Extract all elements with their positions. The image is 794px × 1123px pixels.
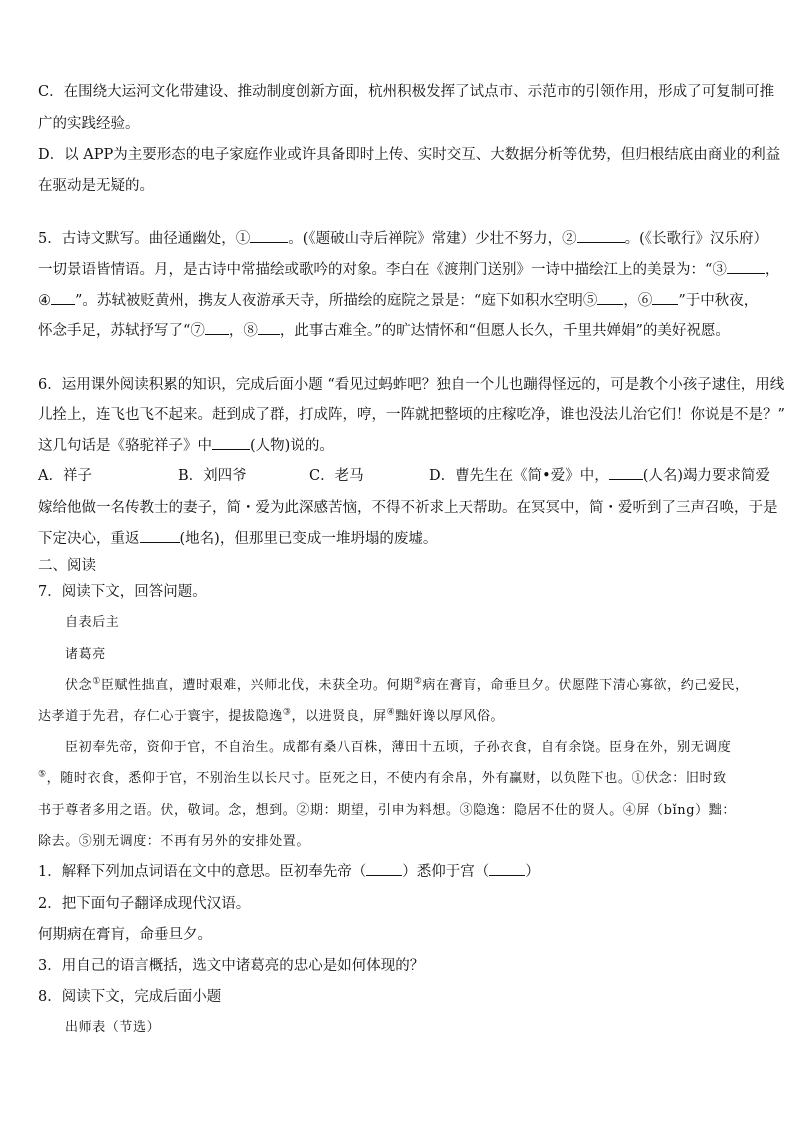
q6-line3 (38, 436, 334, 456)
q8-intro: 8．阅读下文，完成后面小题 (38, 989, 222, 1005)
q6-line1: 6．运用课外阅读积累的知识，完成后面小题 “看见过蚂蚱吧？独自一个儿也蹦得怪远的，可是教个小孩子逮住，用线 (38, 377, 785, 393)
q8-passage-title: 出师表（节选） (65, 1020, 161, 1035)
subquestion-3: 3．用自己的语言概括，选文中诸葛亮的忠心是如何体现的？ (38, 958, 425, 974)
q5-text: ”于中秋夜， (678, 293, 759, 309)
question-text: ）悉仰于宫（ (402, 864, 490, 880)
option-b[interactable]: B．刘四爷 (178, 468, 247, 484)
q7-intro: 7．阅读下文，回答问题。 (38, 584, 207, 600)
subquestion-1 (38, 862, 540, 882)
subquestion-2-sentence: 何期病在膏肓，命垂旦夕。 (38, 927, 212, 943)
q6-line6 (38, 529, 437, 549)
q6-text: (人名)竭力要求简爱 (642, 468, 771, 484)
fill-blank[interactable] (250, 229, 288, 243)
blank-number: ⑥ (637, 293, 653, 309)
fill-blank[interactable] (652, 291, 678, 305)
q5-text: 。(《长歌行》汉乐府） (624, 231, 769, 247)
footnote-marker: ① (92, 676, 101, 687)
fill-blank[interactable] (258, 321, 280, 335)
passage-text: ，随时衣食，悉仰于官，不别治生以长尺寸。臣死之日，不使内有余帛，外有赢财，以负陛下也。①伏念：旧时致 (46, 771, 727, 786)
footnote-marker: ⑤ (38, 769, 47, 780)
passage-text: 臣赋性拙直，遭时艰难，兴师北伐，未获全功。何期 (100, 678, 414, 693)
q6-line5: 嫁给他做一名传教士的妻子，简・爱为此深感苦恼，不得不祈求上天帮助。在冥冥中，简・爱听到了三声召唤，于是 (38, 500, 778, 516)
footnote-marker: ④ (386, 707, 396, 718)
q6-text: 下定决心，重返 (38, 531, 140, 547)
q5-text: 一切景语皆情语。月，是古诗中常描绘或歌吟的对象。李白在《渡荆门送别》一诗中描绘江上的美景为：“ (38, 262, 713, 278)
q5-text: 怀念手足，苏轼抒写了“ (38, 323, 191, 339)
footnote-marker: ② (413, 676, 423, 687)
q6-text: 在《简•爱》中， (498, 468, 609, 484)
fill-blank[interactable] (212, 436, 250, 450)
fill-blank[interactable] (489, 862, 525, 876)
passage-p2-line1 (65, 738, 731, 758)
fill-blank[interactable] (366, 862, 402, 876)
fill-blank[interactable] (597, 291, 623, 305)
q6-options-line (38, 466, 770, 486)
subquestion-2: 2．把下面句子翻译成现代汉语。 (38, 896, 251, 912)
blank-number: ⑦ (190, 323, 205, 339)
fill-blank[interactable] (140, 529, 180, 543)
passage-p2-line2 (38, 769, 727, 789)
blank-number: ⑤ (582, 293, 598, 309)
passage-title: 自表后主 (65, 615, 120, 630)
passage-text: 黜奸谗以厚风俗。 (395, 709, 505, 724)
passage-p2-line3: 书于尊者多用之语。伏，敬词。念，想到。②期：期望，引申为料想。③隐逸：隐居不仕的贤人。④屏（bǐng）黜： (38, 803, 736, 818)
blank-number: ① (235, 231, 251, 247)
option-d[interactable]: D．曹先生 (429, 468, 499, 484)
passage-text: 伏念 (65, 678, 93, 693)
q6-text: (地名)，但那里已变成一堆坍塌的废墟。 (179, 531, 438, 547)
fill-blank[interactable] (609, 466, 643, 480)
fill-blank[interactable] (727, 260, 765, 274)
q5-text: ，此事古难全。”的旷达情怀和“但愿人长久，千里共婵娟”的美好祝愿。 (279, 323, 730, 339)
blank-number: ④ (38, 293, 51, 309)
q5-text: ， (764, 262, 780, 278)
passage-text: ，以进贤良，屏 (291, 709, 387, 724)
passage-p2-line4: 除去。⑤别无调度：不再有另外的安排处置。 (38, 834, 311, 849)
q5-option-c-line1: C．在围绕大运河文化带建设、推动制度创新方面，杭州积极发挥了试点市、示范市的引领作用，形成了可复制可推 (38, 84, 775, 100)
q5-text: ， (228, 323, 244, 339)
q5-option-c-line2: 广的实践经验。 (38, 116, 140, 132)
footnote-marker: ③ (282, 707, 292, 718)
q5-text: ， (623, 293, 638, 309)
option-c[interactable]: C．老马 (309, 468, 364, 484)
fill-blank[interactable] (577, 229, 625, 243)
passage-p1-line1 (65, 676, 749, 696)
passage-text: 臣初奉先帝，资仰于官，不自治生。成都有桑八百株，薄田十五顷，子孙衣食，自有余饶。臣身在外，别无调度 (65, 740, 732, 755)
passage-p1-line2 (38, 707, 504, 727)
blank-number: ② (562, 231, 577, 247)
blank-number: ③ (712, 262, 727, 278)
q5-text: 。(《题破山寺后禅院》常建）少壮不努力， (288, 231, 563, 247)
fill-blank[interactable] (51, 291, 75, 305)
blank-number: ⑧ (243, 323, 258, 339)
fill-blank[interactable] (205, 321, 229, 335)
question-text: 1．解释下列加点词语在文中的意思。臣初奉先帝（ (38, 864, 367, 880)
question-text: ） (525, 864, 540, 880)
q5-option-d-line1: D．以 APP为主要形态的电子家庭作业或许具备即时上传、实时交互、大数据分析等优势，但归根结底由商业的利益 (38, 147, 781, 163)
q5-line1 (38, 229, 768, 249)
q5-option-d-line2: 在驱动是无疑的。 (38, 178, 154, 194)
q5-text: 5．古诗文默写。曲径通幽处， (38, 231, 236, 247)
option-a[interactable]: A．祥子 (38, 468, 92, 484)
passage-author: 诸葛亮 (65, 647, 106, 662)
q6-text: (人物)说的。 (250, 438, 334, 454)
q5-text: ”。苏轼被贬黄州，携友人夜游承天寺，所描绘的庭院之景是：“庭下如积水空明 (75, 293, 583, 309)
passage-text: 达孝道于先君，存仁心于寰宇，提拔隐逸 (38, 709, 283, 724)
passage-text: 病在膏肓，命垂旦夕。伏愿陛下清心寡欲，约己爱民， (422, 678, 749, 693)
q5-line3 (38, 291, 758, 311)
q6-text: 这几句话是《骆驼祥子》中 (38, 438, 212, 454)
q5-line2 (38, 260, 779, 280)
section-heading: 二、阅读 (38, 558, 96, 574)
q5-line4 (38, 321, 730, 341)
q6-line2: 儿拴上，连飞也飞不起来。赶到成了群，打成阵，哼，一阵就把整顷的庄稼吃净，谁也没法儿治它们！你说是不是？” (38, 407, 785, 423)
